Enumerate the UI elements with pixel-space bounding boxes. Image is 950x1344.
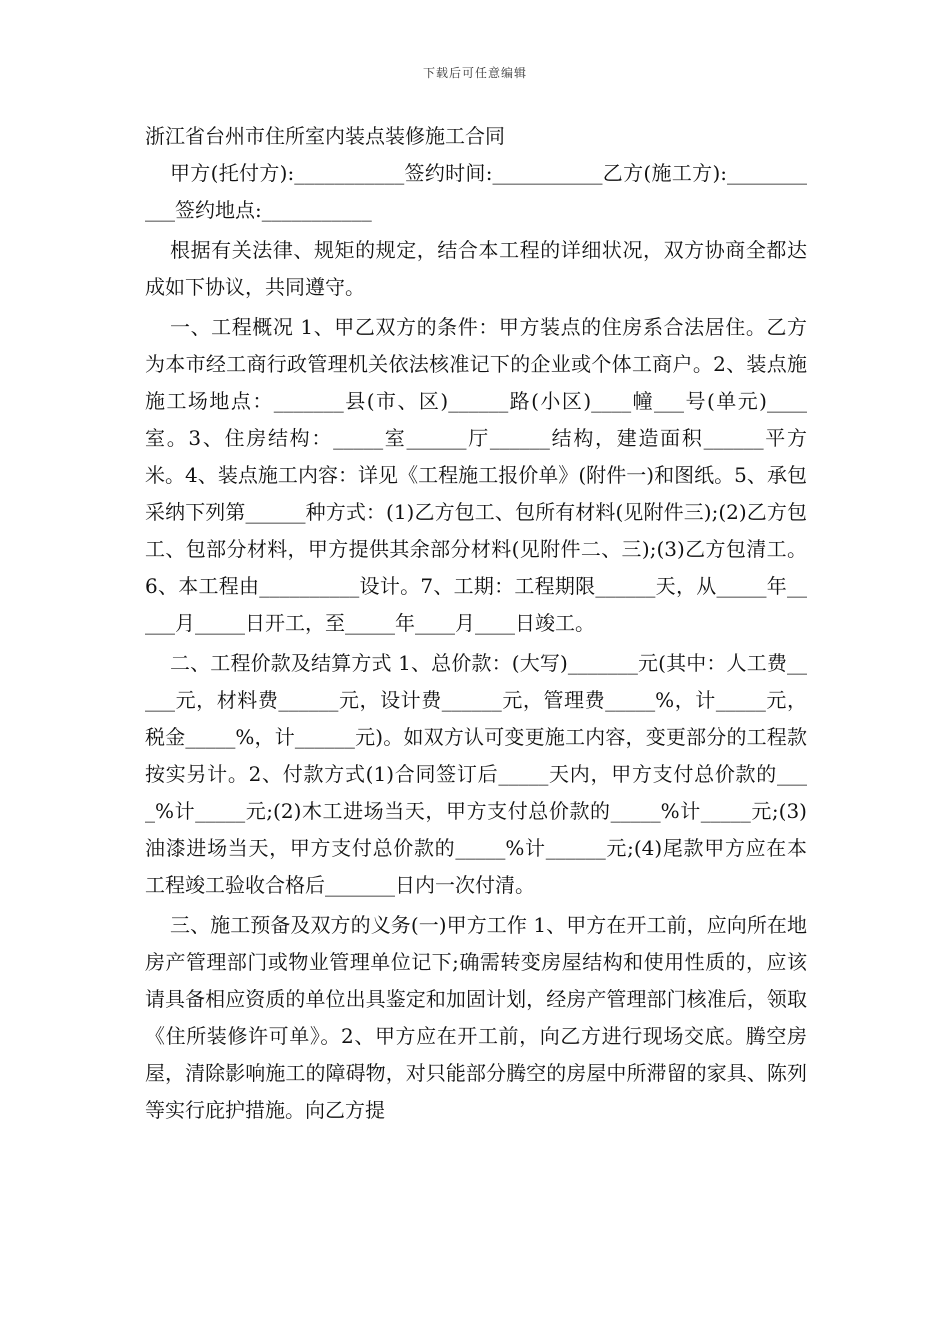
paragraph-section-1: 一、工程概况 1、甲乙双方的条件：甲方装点的住房系合法居住。乙方为本市经工商行政管理机关依法核准记下的企业或个体工商户。2、装点施施工场地点：_______县(市、区)______路(小区)____幢___号(单元)____室。3、住房结构：_____室______厅______结构，建造面积______平方米。4、装点施工内容：详见《工程施工报价单》(附件一)和图纸。5、承包采纳下列第______种方式：(1)乙方包工、包所有材料(见附件三);(2)乙方包工、包部分材料，甲方提供其余部分材料(见附件二、三);(3)乙方包清工。6、本工程由__________设计。7、工期：工程期限______天，从_____年_____月_____日开工，至_____年____月____日竣工。 (145, 315, 807, 635)
paragraph-parties: 甲方(托付方):___________签约时间:___________乙方(施工方):___________签约地点:___________ (145, 161, 807, 222)
document-body (145, 118, 807, 1129)
paragraph-section-3: 三、施工预备及双方的义务(一)甲方工作 1、甲方在开工前，应向所在地房产管理部门或物业管理单位记下;确需转变房屋结构和使用性质的，应该请具备相应资质的单位出具鉴定和加固计划，经房产管理部门核准后，领取《住所装修许可单》。2、甲方应在开工前，向乙方进行现场交底。腾空房屋，清除影响施工的障碍物，对只能部分腾空的房屋中所滞留的家具、陈列等实行庇护措施。向乙方提 (145, 913, 807, 1122)
page-header-note: 下载后可任意编辑 (422, 66, 527, 80)
paragraph-section-2: 二、工程价款及结算方式 1、总价款：(大写)_______元(其中：人工费_____元，材料费______元，设计费______元，管理费_____%，计_____元，税金_____%，计______元)。如双方认可变更施工内容，变更部分的工程款按实另计。2、付款方式(1)合同签订后_____天内，甲方支付总价款的____%计_____元;(2)木工进场当天，甲方支付总价款的_____%计_____元;(3)油漆进场当天，甲方支付总价款的_____%计______元;(4)尾款甲方应在本工程竣工验收合格后_______日内一次付清。 (145, 651, 807, 897)
document-title: 浙江省台州市住所室内装点装修施工合同 (145, 124, 505, 148)
paragraph-preamble: 根据有关法律、规矩的规定，结合本工程的详细状况，双方协商全都达成如下协议，共同遵守。 (145, 238, 807, 299)
